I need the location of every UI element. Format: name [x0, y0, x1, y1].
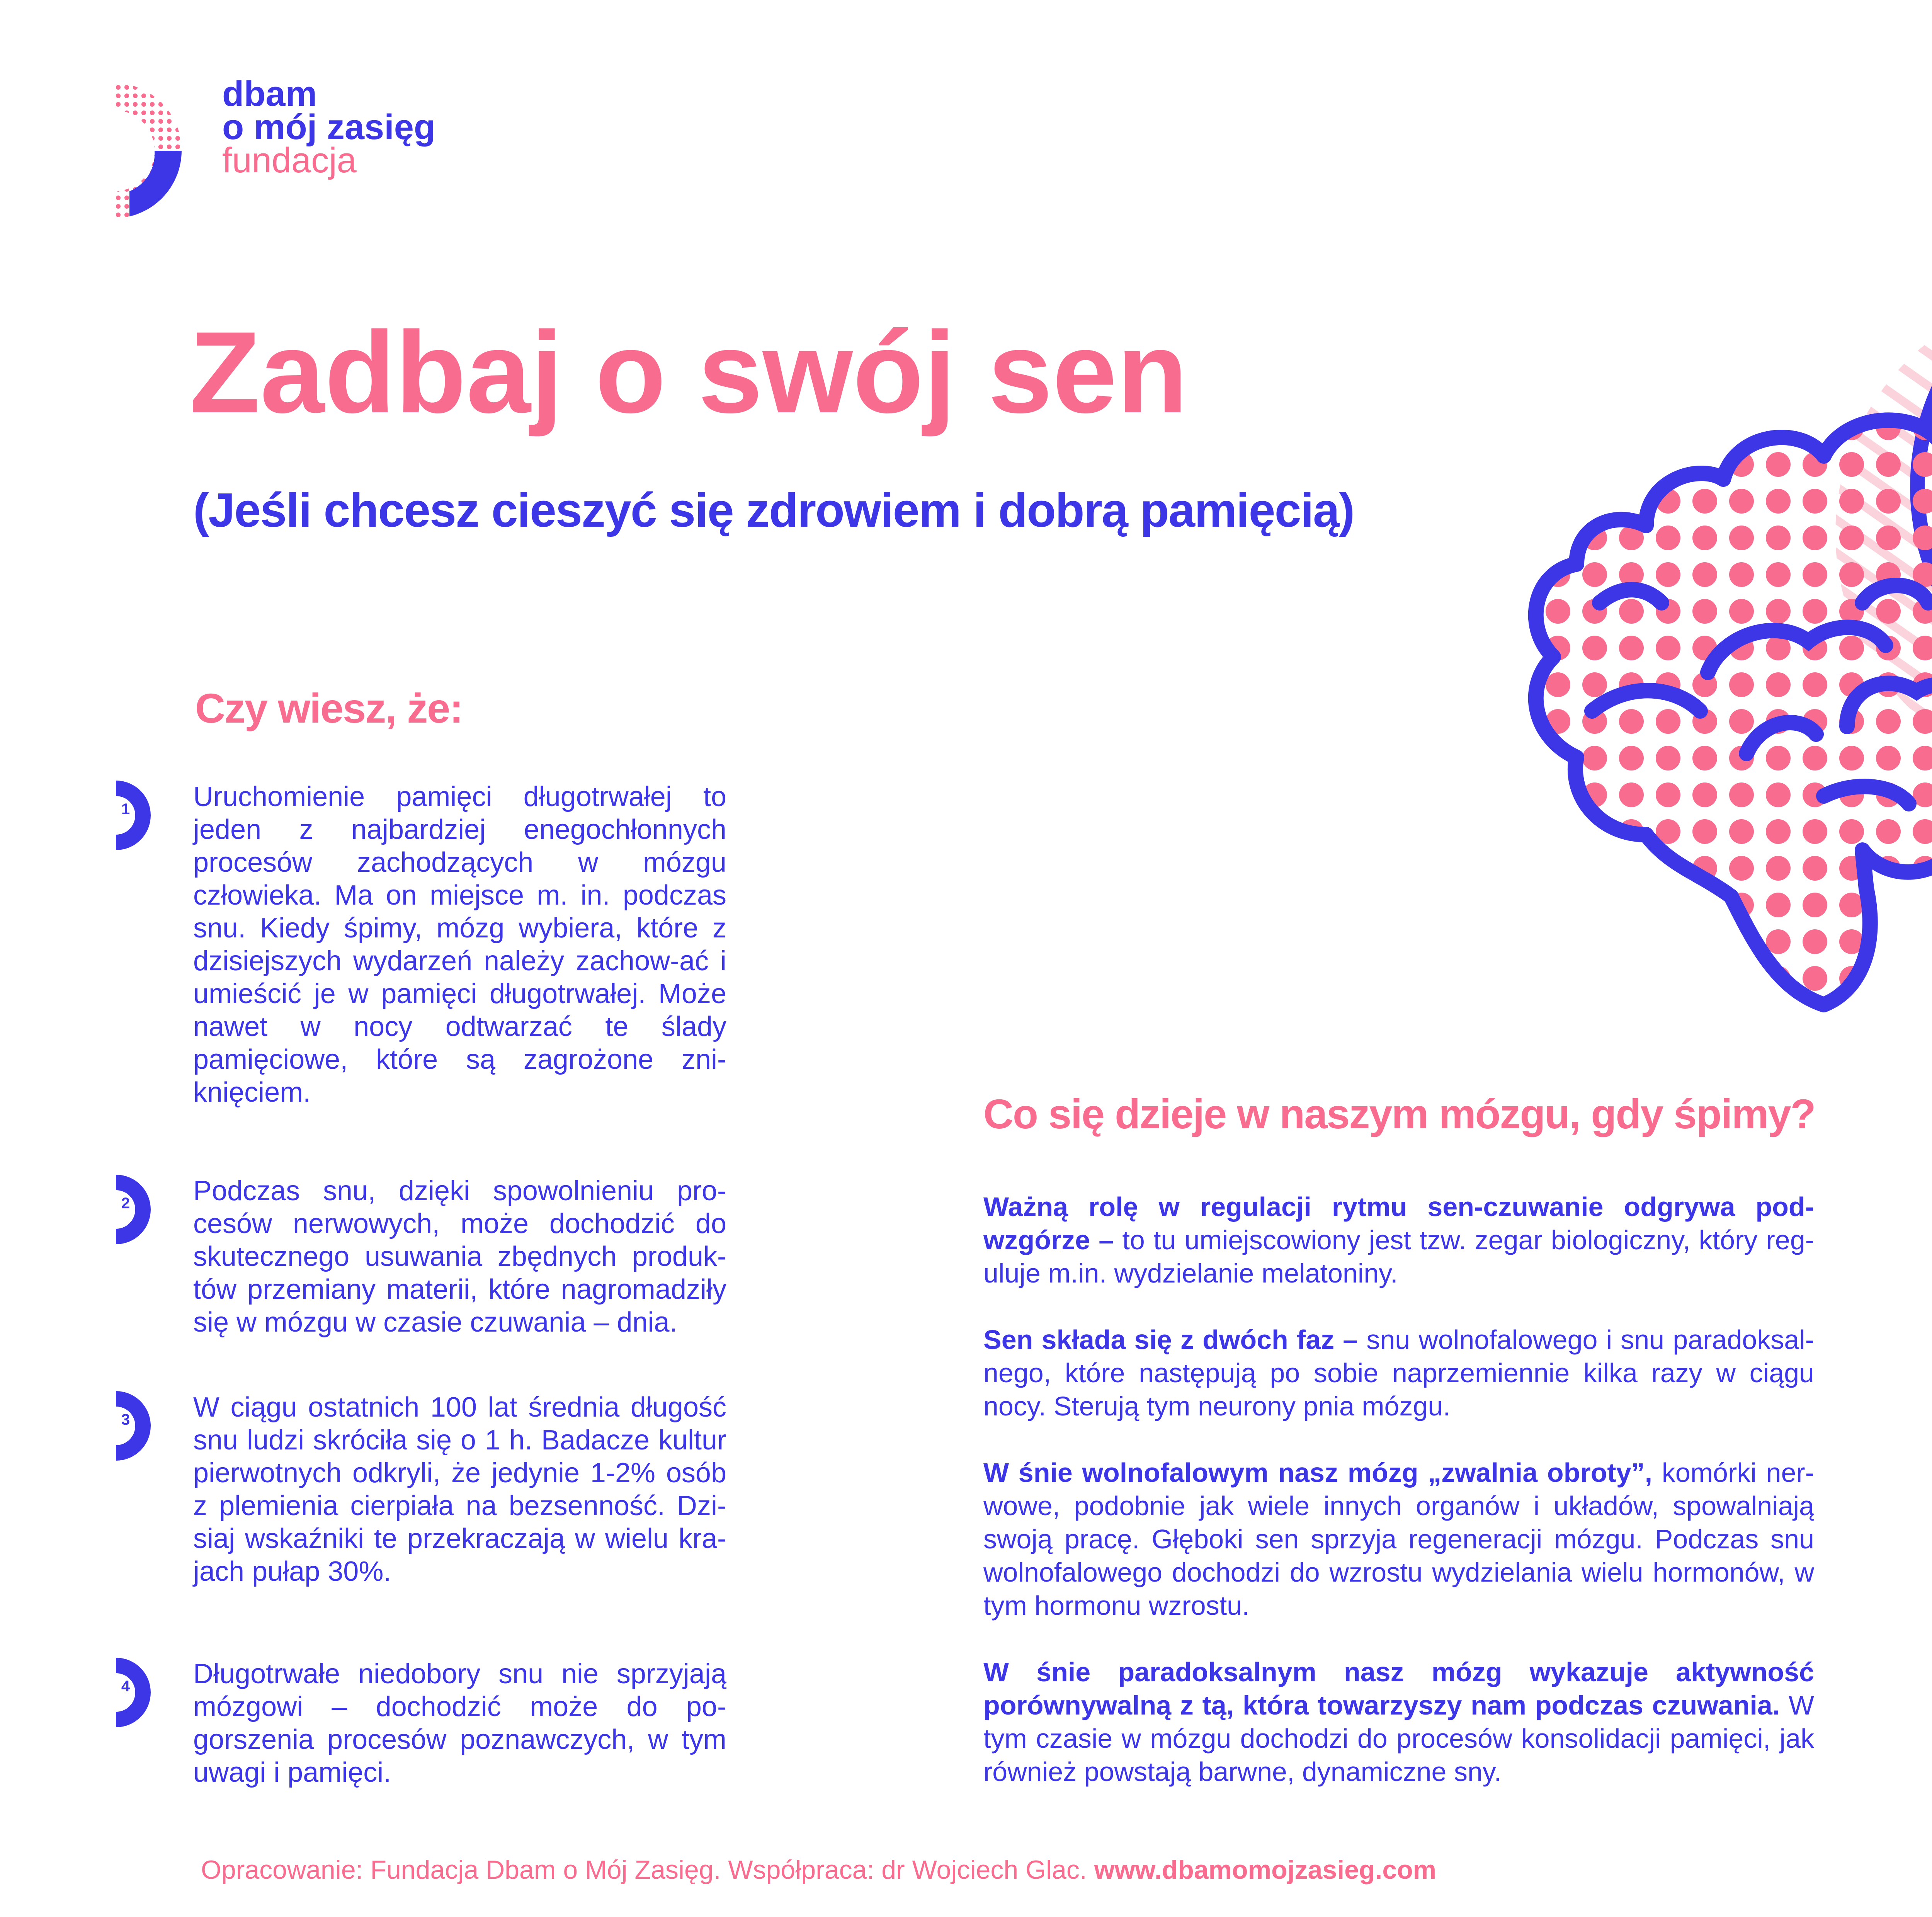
- brain-paragraph: [983, 1655, 1814, 1788]
- fact-text: Uruchomienie pamięci długotrwałej to jeden z najbardziej enegochłonnych procesów zachodzących w mózgu człowieka. Ma on miejsce m. in. podczas snu. Kiedy śpimy, mózg wybiera, które z dzisiejszych wydarzeń należy zachow-ać i umieścić je w pamięci długotrwałej. Może nawet w nocy odtwarzać te ślady pamięciowe, które są zagrożone zni-knięciem.: [193, 781, 726, 1108]
- paragraph-body: W tym czasie w mózgu dochodzi do procesów konsolidacji pamięci, jak również powstają barwne, dynamiczne sny.: [983, 1690, 1814, 1787]
- fact-text: W ciągu ostatnich 100 lat średnia długość snu ludzi skróciła się o 1 h. Badacze kultur pierwotnych odkryli, że jedynie 1-2% osób z plemienia cierpiała na bezsenność. Dzi-siaj wskaźniki te przekraczają w wielu kra-jach pułap 30%.: [193, 1392, 726, 1587]
- logo-line-2: o mój zasięg: [222, 107, 436, 147]
- paragraph-lead: W śnie wolnofalowym nasz mózg „zwalnia obroty”,: [983, 1458, 1653, 1488]
- fact-number: 2: [121, 1195, 130, 1212]
- paragraph-lead: W śnie paradoksalnym nasz mózg wykazuje aktywność porównywalną z tą, która towarzyszy nam podczas czuwania.: [983, 1657, 1814, 1720]
- footer-url-link[interactable]: www.dbamomojzasieg.com: [1094, 1855, 1437, 1885]
- page-title: Zadbaj o swój sen: [189, 307, 1188, 437]
- page-subtitle: (Jeśli chcesz cieszyć się zdrowiem i dobrą pamięcią): [193, 484, 1354, 537]
- brain-paragraph: [983, 1323, 1814, 1423]
- paragraph-body: to tu umiejscowiony jest tzw. zegar biologiczny, który reg-uluje m.in. wydzielanie melatoniny.: [983, 1225, 1814, 1288]
- brain-paragraph: [983, 1190, 1814, 1290]
- footer-credits: Opracowanie: Fundacja Dbam o Mój Zasięg. Współpraca: dr Wojciech Glac.: [201, 1855, 1087, 1885]
- fact-number: 4: [121, 1678, 130, 1695]
- fact-number: 3: [121, 1411, 130, 1428]
- brain-and-moon-icon: [1430, 263, 1932, 1159]
- paragraph-body: snu wolnofalowego i snu paradoksal-nego, które następują po sobie naprzemiennie kilka razy w ciągu nocy. Sterują tym neurony pnia mózgu.: [983, 1325, 1814, 1421]
- paragraph-lead: Ważną rolę w regulacji rytmu sen-czuwanie odgrywa pod-wzgórze –: [983, 1192, 1814, 1255]
- paragraph-lead: Sen składa się z dwóch faz –: [983, 1325, 1358, 1355]
- logo-line-1: dbam: [222, 74, 317, 114]
- fact-number: 1: [121, 801, 130, 818]
- fact-text: Długotrwałe niedobory snu nie sprzyjają mózgowi – dochodzić może do po-gorszenia procesów poznawczych, w tym uwagi i pamięci.: [193, 1658, 726, 1788]
- logo-text: [222, 74, 436, 180]
- logo-line-3: fundacja: [222, 141, 357, 180]
- logo-icon: [114, 83, 195, 218]
- brain-heading: Co się dzieje w naszym mózgu, gdy śpimy?: [983, 1090, 1815, 1137]
- footer: [201, 1855, 1436, 1885]
- facts-heading: Czy wiesz, że:: [195, 685, 463, 731]
- fact-text: Podczas snu, dzięki spowolnieniu pro-cesów nerwowych, może dochodzić do skutecznego usuwania zbędnych produk-tów przemiany materii, które nagromadziły się w mózgu w czasie czuwania – dnia.: [193, 1175, 726, 1338]
- brain-text-column: [983, 1190, 1814, 1822]
- brain-paragraph: [983, 1456, 1814, 1622]
- paragraph-body: komórki ner-wowe, podobnie jak wiele innych organów i układów, spowalniają swoją pracę. Głęboki sen sprzyja regeneracji mózgu. Podczas snu wolnofalowego dochodzi do wzrostu wydzielania wielu hormonów, w tym hormonu wzrostu.: [983, 1458, 1814, 1621]
